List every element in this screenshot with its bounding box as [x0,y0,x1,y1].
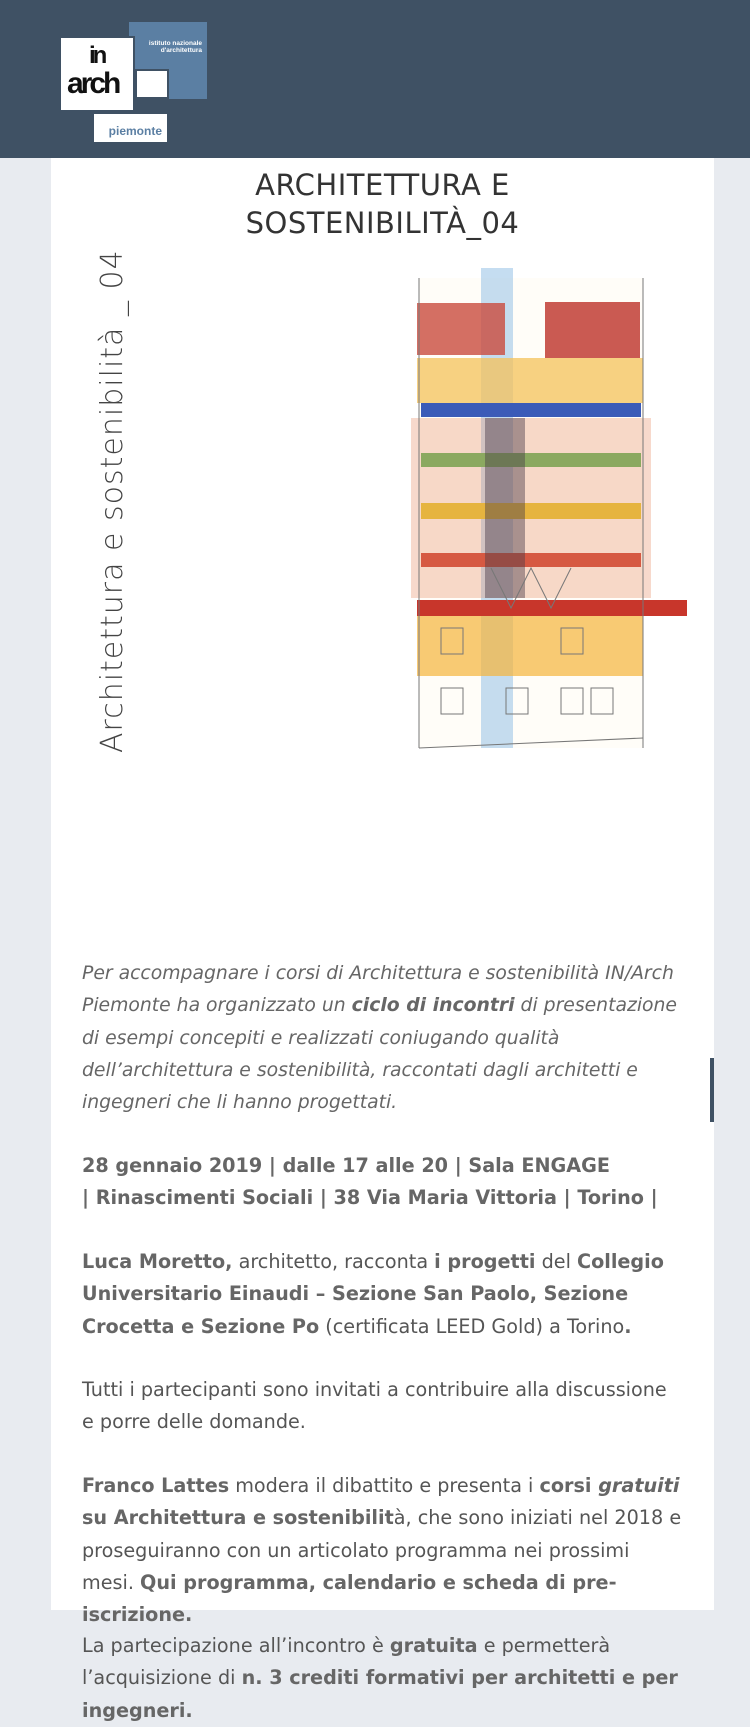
logo-mark [67,42,118,98]
participation-text-2: e permetterà l’acquisizione di [82,1634,611,1690]
moderator-paragraph [82,1470,682,1631]
program-link[interactable]: Qui programma, calendario e scheda di pre-iscrizione. [82,1570,617,1627]
intro-text-c: di presentazione di esempi concepiti e realizzati coniugando qualità dell’architettura e sostenibilità, raccontati dagli architetti e ingegneri che li hanno progettati. [82,995,677,1114]
speaker-period: . [624,1314,632,1338]
logo-tagline [149,40,202,54]
hero-vertical-title: Architettura e sostenibilità _ 04 [95,249,130,753]
logo-mark-bottom: arch [67,67,119,100]
intro-text-a: Per accompagnare i corsi di Architettura e sostenibilità IN/Arch Piemonte ha organizzato un [82,963,674,1017]
page-title [51,166,714,242]
speaker-paragraph [82,1246,682,1343]
participation-paragraph [82,1630,682,1727]
header-bar [0,0,750,158]
content-card [51,158,714,1722]
building-sketch-illustration [381,268,691,763]
logo-tagline-1: istituto nazionale [148,40,202,47]
moderator-text-2: à, che sono iniziati nel 2018 e proseguiranno con un articolato programma nei prossimi mesi. [82,1506,682,1594]
event-details [82,1150,682,1215]
event-details-line-1: 28 gennaio 2019 | dalle 17 alle 20 | Sala ENGAGE [82,1154,610,1177]
participants-paragraph: Tutti i partecipanti sono invitati a contribuire alla discussione e porre delle domande. [82,1378,667,1434]
scroll-tab[interactable] [710,1058,714,1122]
speaker-name: Luca Moretto, [82,1250,233,1273]
participation-free: gratuita [389,1634,478,1657]
logo-region-box [92,112,169,144]
moderator-free: gratuiti [598,1474,680,1497]
logo-tagline-2: d'architettura [160,47,202,54]
event-details-line-2: | Rinascimenti Sociali | 38 Via Maria Vittoria | Torino | [82,1186,658,1210]
hero-image [71,249,706,918]
participation-credits: n. 3 crediti formativi per architetti e per ingegneri. [82,1666,678,1722]
title-line-1: ARCHITETTURA E [255,168,510,202]
moderator-name: Franco Lattes [82,1474,230,1497]
speaker-project-name: Collegio Universitario Einaudi – Sezione San Paolo, Sezione Crocetta e Sezione Po [82,1250,664,1338]
logo-mark-top: in [89,42,105,69]
intro-paragraph [82,958,682,1119]
moderator-course-name: su Architettura e sostenibilit [82,1506,394,1530]
intro-bold: ciclo di incontri [351,995,515,1017]
logo-region: piemonte [108,124,162,138]
speaker-text-3: (certificata LEED Gold) a Torino [319,1314,625,1338]
logo-mid-box [135,69,169,99]
inarch-logo[interactable] [59,22,209,144]
moderator-text-1: modera il dibattito e presenta i [229,1474,540,1497]
speaker-text-1: architetto, racconta [232,1250,435,1273]
participation-text-1: La partecipazione all’incontro è [82,1634,390,1657]
title-line-2: SOSTENIBILITÀ_04 [245,206,520,240]
speaker-text-2: del [535,1250,577,1273]
speaker-projects: i progetti [434,1250,536,1273]
moderator-courses: corsi [539,1474,599,1497]
